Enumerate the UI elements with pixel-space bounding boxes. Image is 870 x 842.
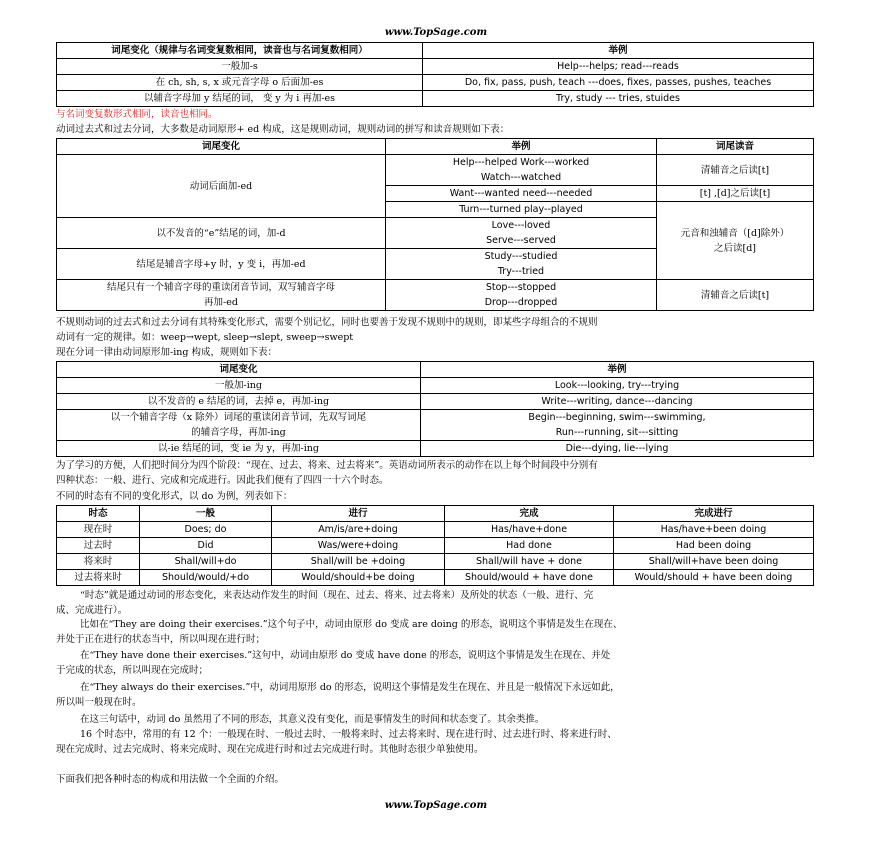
table-header: 词尾读音 (657, 139, 814, 155)
example-text: Stop---stopped (485, 282, 557, 293)
table-cell: Want---wanted need---needed (386, 186, 657, 202)
table-cell: 现在时 (57, 522, 140, 538)
paragraph-line: 为了学习的方便，人们把时间分为四个阶段：“现在、过去、将来、过去将来”。英语动词所表示的动作在以上每个时间段中分别有 (56, 460, 598, 471)
paragraph: 在这三句话中，动词 do 虽然用了不同的形态，其意义没有变化，而是事情发生的时间和状态变了。其余类推。 (80, 714, 545, 725)
rule-text: 的辅音字母，再加-ing (191, 427, 286, 438)
example-text: Try---tried (497, 266, 545, 277)
paragraph-line: 所以叫一般现在时。 (56, 697, 142, 708)
table-cell: 结尾是辅音字母+y 时，y 变 i，再加-ed (57, 249, 386, 280)
paragraph (56, 315, 816, 345)
paragraph: 不同的时态有不同的变化形式，以 do 为例，列表如下： (56, 491, 293, 502)
paragraph-line: 动词有一定的规律。如：weep→wept, sleep→slept, sweep→swept (56, 332, 354, 343)
paragraph-line: 并处于正在进行的状态当中，所以叫现在进行时； (56, 634, 266, 645)
table-cell: 一般加-ing (57, 378, 421, 394)
example-text: Serve---served (486, 235, 556, 246)
table-cell: Die---dying, lie---lying (421, 441, 814, 457)
paragraph-line: 16 个时态中，常用的有 12 个：一般现在时、一般过去时、一般将来时、过去将来时、现在进行时、过去进行时、将来进行时、 (80, 729, 617, 740)
example-text: Help---helped Work---worked (452, 157, 590, 168)
table-cell: 清辅音之后读[t] (657, 155, 814, 186)
table-header-row (57, 362, 814, 378)
table-header-row (57, 139, 814, 155)
table-cell (421, 410, 814, 441)
note-text: 与名词变复数形式相同，读音也相同。 (56, 109, 218, 120)
table-present-participle (56, 361, 814, 457)
paragraph-line: 四种状态：一般、进行、完成和完成进行。因此我们便有了四四一十六个时态。 (56, 475, 389, 486)
site-footer: www.TopSage.com (384, 800, 488, 811)
example-text: Begin---beginning, swim---swimming, (528, 412, 706, 423)
paragraph-line: 在“They have done their exercises.”这句中，动词由原形 do 变成 have done 的形态，说明这个事情是发生在现在、并处 (80, 650, 611, 661)
table-cell (57, 410, 421, 441)
example-text: Run---running, sit---sitting (555, 427, 679, 438)
table-cell: 动词后面加-ed (57, 155, 386, 218)
paragraph (56, 617, 816, 647)
table-cell: 以辅音字母加 y 结尾的词， 变 y 为 i 再加-es (57, 91, 423, 107)
table-past-tense (56, 138, 814, 311)
table-header: 完成进行 (614, 506, 814, 522)
table-cell: Help---helps; read---reads (423, 59, 814, 75)
table-cell: Write---writing, dance---dancing (421, 394, 814, 410)
paragraph-line: 比如在“They are doing their exercises.”这个句子中，动词由原形 do 变成 are doing 的形态，说明这个事情是发生在现在、 (80, 619, 623, 630)
paragraph: 现在分词一律由动词原形加-ing 构成，规则如下表： (56, 347, 277, 358)
table-cell: 以不发音的“e”结尾的词，加-d (57, 218, 386, 249)
table-header: 一般 (140, 506, 272, 522)
table-cell: Had been doing (614, 538, 814, 554)
paragraph-line: 于完成的状态，所以叫现在完成时； (56, 665, 209, 676)
table-cell: Should/would/+do (140, 570, 272, 586)
table-cell: Turn---turned play--played (386, 202, 657, 218)
table-header: 词尾变化 (57, 139, 386, 155)
table-cell (386, 218, 657, 249)
table-row (57, 570, 814, 586)
table-cell: Shall/will be +doing (272, 554, 445, 570)
example-text: Drop---dropped (484, 297, 558, 308)
table-cell: 以不发音的 e 结尾的词，去掉 e，再加-ing (57, 394, 421, 410)
table-row (57, 91, 814, 107)
table-row (57, 75, 814, 91)
table-cell: Am/is/are+doing (272, 522, 445, 538)
table-cell: Shall/will have + done (445, 554, 614, 570)
table-header: 进行 (272, 506, 445, 522)
table-row (57, 538, 814, 554)
example-text: Study---studied (484, 251, 558, 262)
table-row (57, 394, 814, 410)
paragraph-line: 在“They always do their exercises.”中，动词用原形 do 的形态，说明这个事情是发生在现在、并且是一般情况下永远如此， (80, 682, 620, 693)
table-header-row (57, 506, 814, 522)
table-cell (386, 155, 657, 186)
table-row (57, 410, 814, 441)
rule-text: 以一个辅音字母（x 除外）词尾的重读闭音节词，先双写词尾 (110, 412, 367, 423)
table-cell: Was/were+doing (272, 538, 445, 554)
table-cell: 过去时 (57, 538, 140, 554)
table-cell: Did (140, 538, 272, 554)
table-cell: 一般加-s (57, 59, 423, 75)
table-cell: Look---looking, try---trying (421, 378, 814, 394)
paragraph: 动词过去式和过去分词，大多数是动词原形+ ed 构成，这是规则动词，规则动词的拼写和读音规则如下表： (56, 124, 510, 135)
paragraph (56, 648, 816, 678)
paragraph (56, 588, 816, 618)
paragraph-line: 不规则动词的过去式和过去分词有其特殊变化形式，需要个别记忆，同时也要善于发现不规则中的规则，即某些字母组合的不规则 (56, 317, 598, 328)
table-cell (657, 202, 814, 280)
paragraph-line: 现在完成时、过去完成时、将来完成时、现在完成进行时和过去完成进行时。其他时态很少单独使用。 (56, 744, 484, 755)
example-text: Love---loved (491, 220, 551, 231)
table-cell: 清辅音之后读[t] (657, 280, 814, 311)
paragraph-line: 成、完成进行）。 (56, 605, 128, 616)
table-row (57, 554, 814, 570)
table-header: 举例 (386, 139, 657, 155)
sound-text: 元音和浊辅音（[d]除外） (680, 227, 790, 239)
table-row (57, 280, 814, 311)
table-cell (57, 280, 386, 311)
table-cell (386, 280, 657, 311)
table-cell: 以-ie 结尾的词，变 ie 为 y，再加-ing (57, 441, 421, 457)
table-cell: Would/should + have been doing (614, 570, 814, 586)
example-text: Watch---watched (480, 172, 562, 183)
rule-text: 结尾只有一个辅音字母的重读闭音节词，双写辅音字母 (106, 282, 335, 293)
table-cell: 过去将来时 (57, 570, 140, 586)
site-header: www.TopSage.com (384, 27, 488, 38)
table-header: 举例 (421, 362, 814, 378)
table-header: 时态 (57, 506, 140, 522)
table-row (57, 59, 814, 75)
table-header-row (57, 43, 814, 59)
table-cell: Try, study --- tries, stuides (423, 91, 814, 107)
table-cell: Shall/will+do (140, 554, 272, 570)
table-third-person (56, 42, 814, 107)
table-tense-forms (56, 505, 814, 586)
table-cell: Has/have+been doing (614, 522, 814, 538)
table-header: 完成 (445, 506, 614, 522)
rule-text: 再加-ed (204, 297, 238, 308)
table-header: 词尾变化 (57, 362, 421, 378)
table-cell: Do, fix, pass, push, teach ---does, fixes, passes, pushes, teaches (423, 75, 814, 91)
table-cell: Had done (445, 538, 614, 554)
paragraph (56, 680, 816, 710)
table-header: 词尾变化（规律与名词变复数相同，读音也与名词复数相同） (57, 43, 423, 59)
table-cell: 将来时 (57, 554, 140, 570)
paragraph (56, 727, 816, 757)
paragraph (56, 458, 816, 488)
paragraph-line: “时态”就是通过动词的形态变化，来表达动作发生的时间（现在、过去、将来、过去将来）及所处的状态（一般、进行、完 (80, 590, 594, 601)
table-cell: 在 ch, sh, s, x 或元音字母 o 后面加-es (57, 75, 423, 91)
table-row (57, 441, 814, 457)
table-row (57, 522, 814, 538)
table-row (57, 378, 814, 394)
table-cell: Would/should+be doing (272, 570, 445, 586)
sound-text: 之后读[d] (714, 242, 756, 254)
table-row (57, 155, 814, 186)
table-cell (386, 249, 657, 280)
table-cell: Has/have+done (445, 522, 614, 538)
table-cell: Does; do (140, 522, 272, 538)
table-header: 举例 (423, 43, 814, 59)
table-cell: Should/would + have done (445, 570, 614, 586)
table-cell: Shall/will+have been doing (614, 554, 814, 570)
paragraph: 下面我们把各种时态的构成和用法做一个全面的介绍。 (56, 774, 285, 785)
table-cell: [t] ,[d]之后读[t] (657, 186, 814, 202)
